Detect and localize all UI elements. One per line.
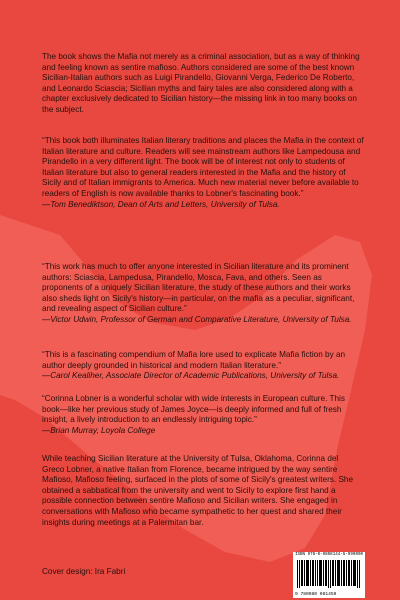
quote-text: “This work has much to offer anyone interested in Sicilian literature and its prominent authors: Sciascia, Lampedusa, Pirandello, Mosca, Fava, and others. Seen as proponents of a uniquely Sicilian literature, the study of these authors and their works also sheds light on Sicily's history—in particular, on the mafia as a peculiar, significant, and revealing aspect of Sicilian culture.” xyxy=(42,262,355,314)
quote-attribution: —Victor Udwin, Professor of German and Comparative Literature, University of Tulsa. xyxy=(42,314,352,324)
quote-attribution: —Carol Kealiher, Associate Director of Academic Publications, University of Tulsa. xyxy=(42,371,340,381)
book-blurb xyxy=(42,52,364,116)
quote-2 xyxy=(42,262,364,326)
price-code: 90000 xyxy=(350,553,363,557)
blurb-text: The book shows the Mafia not merely as a criminal association, but as a way of thinking and feeling known as sentire mafioso. Authors considered are some of the best known Sicilian-Italian authors such as Luigi Pirandello, Giovanni Verga, Federico De Roberto, and Leonardo Sciascia; Sicilian myths and fairy tales are also considered along with a chapter exclusively dedicated to Sicilian history—the missing link in too many books on the subject. xyxy=(42,52,360,114)
quote-3 xyxy=(42,350,364,382)
quote-1 xyxy=(42,136,364,210)
quote-attribution: —Brian Murray, Loyola College xyxy=(42,425,156,435)
author-bio xyxy=(42,454,362,528)
quote-4 xyxy=(42,394,364,436)
quote-attribution: —Tom Benediktson, Dean of Arts and Letters, University of Tulsa. xyxy=(42,199,280,209)
author-bio-text: While teaching Sicilian literature at the University of Tulsa, Oklahoma, Corinna del Greco Lobner, a native Italian from Florence, became intrigued by the way sentire Mafioso, Mafioso feeling, surfaced in the plots of some of Sicily's greatest writers. She obtained a sabbatical from the university and went to Sicily to explore first hand a possible connection between sentire Mafioso and Sicilian writers. She engaged in conversations with Mafioso who became sympathetic to her quest and shared their insights during meetings at a Palermitan bar. xyxy=(42,454,354,527)
barcode-bars xyxy=(297,560,361,588)
quote-text: “Corinna Lobner is a wonderful scholar with wide interests in European culture. This book—like her previous study of James Joyce—is deeply informed and full of fresh insight, a lively introduction to an endlessly intriguing topic.” xyxy=(42,394,345,425)
isbn-barcode xyxy=(293,552,365,598)
quote-text: “This book both illuminates Italian literary traditions and places the Mafia in the context of Italian literature and culture. Readers will see mainstream authors like Lampedousa and Pirandello in a very different light. The book will be of interest not only to students of Italian literature but also to general readers interested in the Mafia and the history of Sicily and of Italian immigrants to America. Much new material never before available to readers of English is now available thanks to Lobner's fascinating book.” xyxy=(42,136,364,198)
quote-text: “This is a fascinating compendium of Mafia lore used to explicate Mafia fiction by an author deeply grounded in historical and modern Italian literature.” xyxy=(42,350,346,370)
barcode-number: 9 780980 081459 xyxy=(295,592,337,597)
isbn-number: ISBN 978-0-9808144-5-9 xyxy=(295,553,351,557)
cover-credit: Cover design: Ira Fabri xyxy=(42,567,126,576)
